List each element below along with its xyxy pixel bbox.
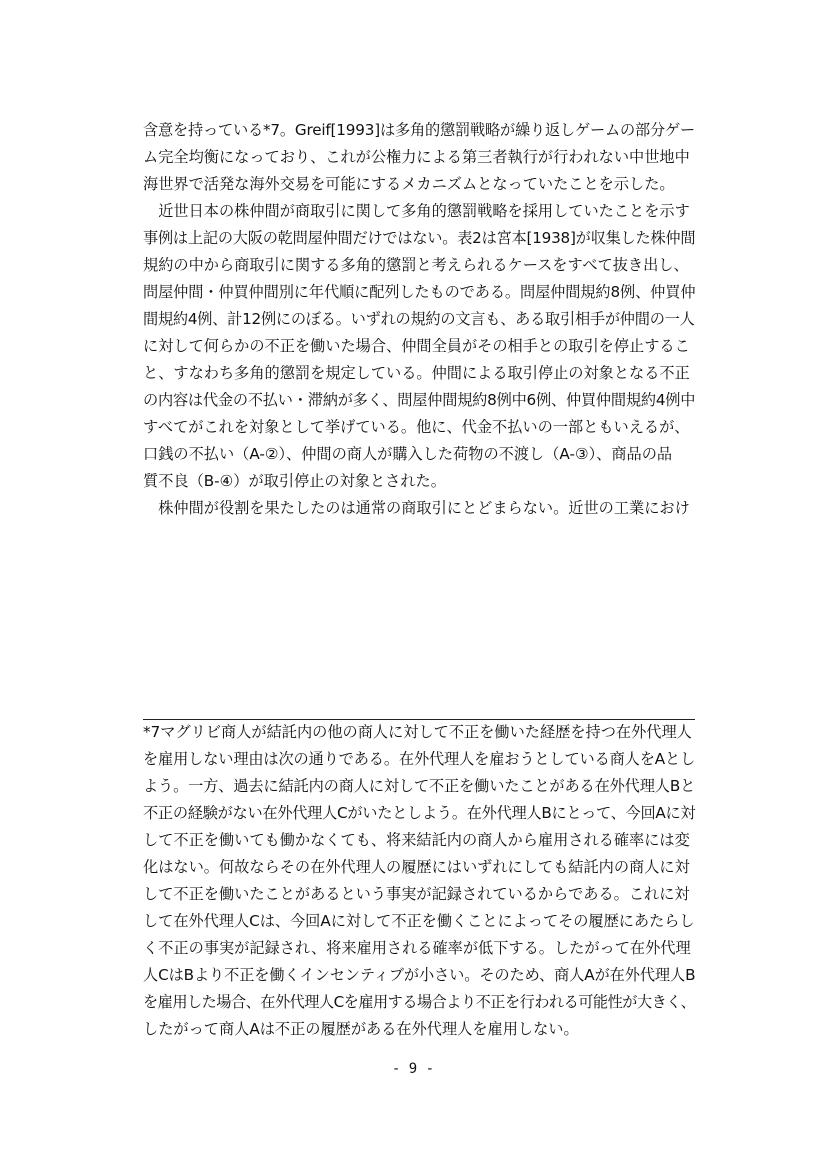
body-line: 事例は上記の大阪の乾問屋仲間だけではない。表2は宮本[1938]が収集した株仲間	[143, 229, 696, 247]
body-line: すべてがこれを対象として挙げている。他に、代金不払いの一部ともいえるが、	[143, 418, 690, 436]
body-line: 間規約4例、計12例にのぼる。いずれの規約の文言も、ある取引相手が仲間の一人	[143, 310, 695, 328]
footnote-line: したがって商人Aは不正の履歴がある在外代理人を雇用しない。	[143, 1020, 579, 1038]
body-line: に対して何らかの不正を働いた場合、仲間全員がその相手との取引を停止するこ	[143, 337, 690, 355]
page-number: - 9 -	[391, 1061, 435, 1077]
footnote-line: を雇用しない理由は次の通りである。在外代理人を雇おうとしている商人をAとし	[143, 750, 696, 768]
body-line: 含意を持っている*7。Greif[1993]は多角的懲罰戦略が繰り返しゲームの部分ゲー	[143, 121, 695, 139]
footnote-line: 不正の経験がない在外代理人Cがいたとしよう。在外代理人Bにとって、今回Aに対	[143, 804, 696, 822]
footnote-line: して不正を働いても働かなくても、将来結託内の商人から雇用される確率には変	[143, 831, 690, 849]
body-line: 口銭の不払い（A-②）、仲間の商人が購入した荷物の不渡し（A-③）、商品の品	[143, 445, 673, 463]
footnote-line: く不正の事実が記録され、将来雇用される確率が低下する。したがって在外代理	[143, 939, 691, 957]
body-line: 質不良（B-④）が取引停止の対象とされた。	[143, 472, 446, 490]
footnote-line: *7マグリビ商人が結託内の他の商人に対して不正を働いた経歴を持つ在外代理人	[143, 723, 692, 741]
footnote-line: よう。一方、過去に結託内の商人に対して不正を働いたことがある在外代理人Bと	[143, 777, 696, 795]
footnote-rule	[143, 719, 695, 720]
body-line: と、すなわち多角的懲罰を規定している。仲間による取引停止の対象となる不正	[143, 364, 690, 382]
body-line: 近世日本の株仲間が商取引に関して多角的懲罰戦略を採用していたことを示す	[143, 202, 690, 220]
body-line: 株仲間が役割を果たしたのは通常の商取引にとどまらない。近世の工業におけ	[143, 499, 690, 517]
body-line: の内容は代金の不払い・滞納が多く、問屋仲間規約8例中6例、仲買仲間規約4例中	[143, 391, 696, 409]
footnote-line: 人CはBより不正を働くインセンティブが小さい。そのため、商人Aが在外代理人B	[143, 966, 696, 984]
footnote-line: して在外代理人Cは、今回Aに対して不正を働くことによってその履歴にあたらし	[143, 912, 695, 930]
footnote-line: して不正を働いたことがあるという事実が記録されているからである。これに対	[143, 885, 690, 903]
body-line: 海世界で活発な海外交易を可能にするメカニズムとなっていたことを示した。	[143, 175, 675, 193]
body-line: 規約の中から商取引に関する多角的懲罰と考えられるケースをすべて抜き出し、	[143, 256, 689, 274]
body-line: 問屋仲間・仲買仲間別に年代順に配列したものである。問屋仲間規約8例、仲買仲	[143, 283, 696, 301]
body-line: ム完全均衡になっており、これが公権力による第三者執行が行われない中世地中	[143, 148, 690, 166]
footnote-line: を雇用した場合、在外代理人Cを雇用する場合より不正を行われる可能性が大きく、	[143, 993, 696, 1011]
footnote-line: 化はない。何故ならその在外代理人の履歴にはいずれにしても結託内の商人に対	[143, 858, 690, 876]
